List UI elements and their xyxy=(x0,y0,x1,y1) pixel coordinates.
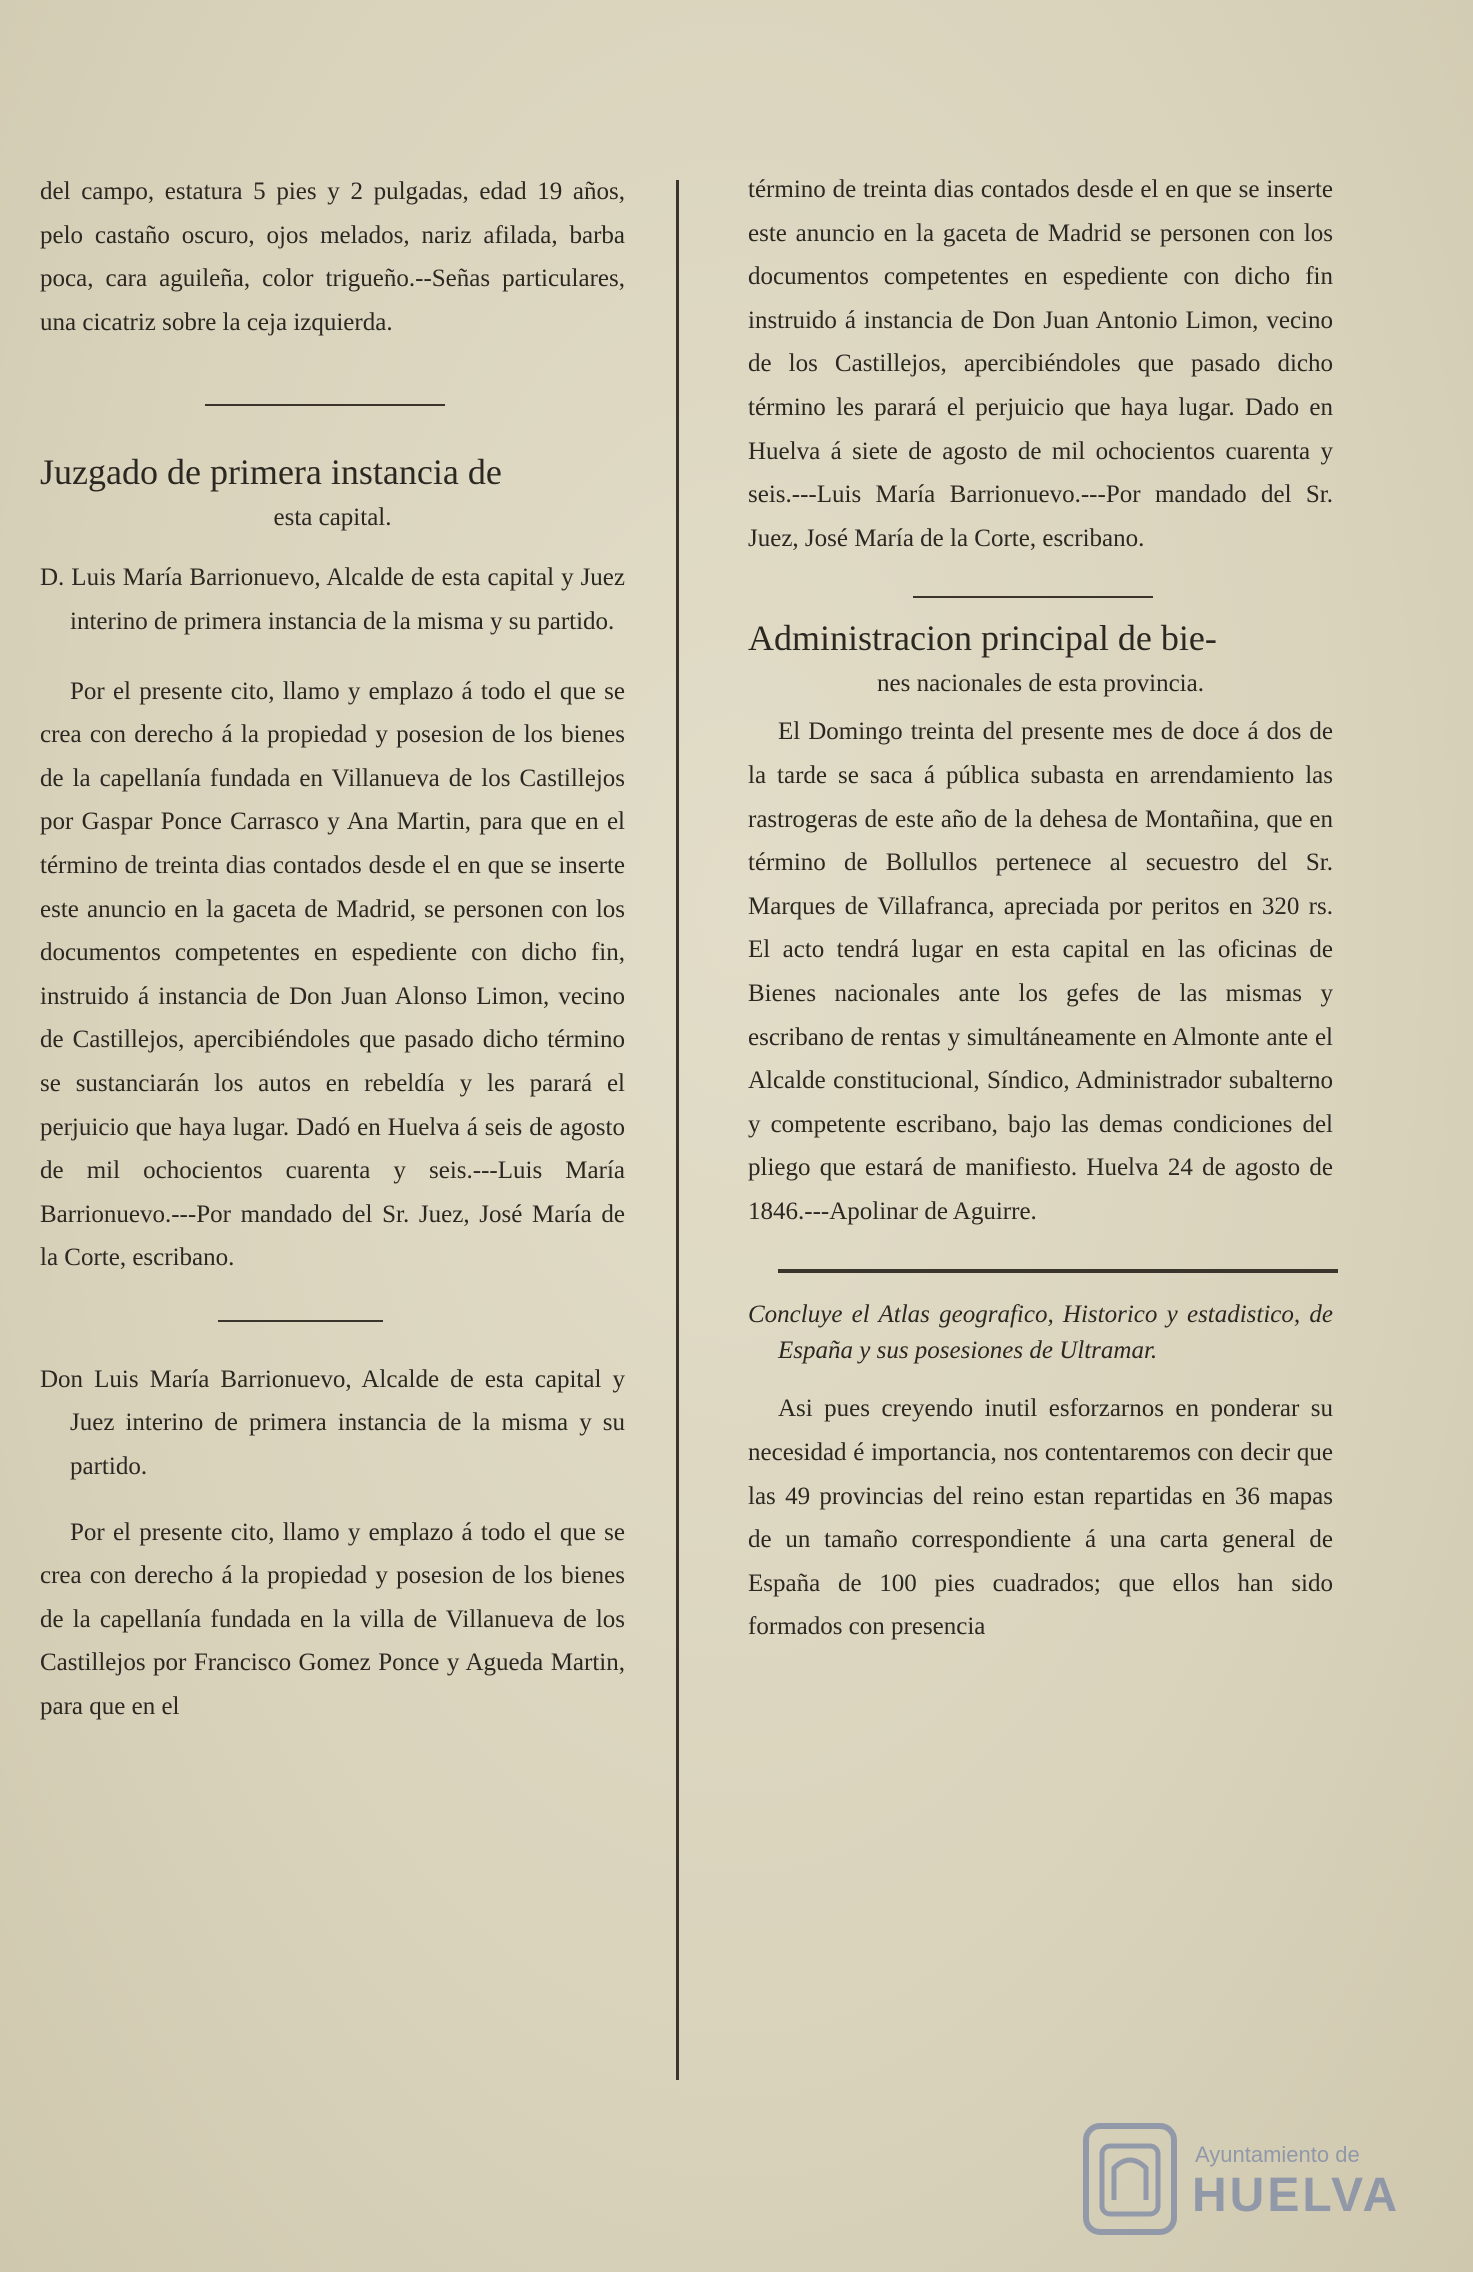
right-column xyxy=(748,168,1333,1649)
auction-paragraph: El Domingo treinta del presente mes de doce á dos de la tarde se saca á pública subasta en arrendamiento las rastrogeras de este año de la dehesa de Montañina, que en término de Bollullos pertenece al secuestro del Sr. Marques de Villafranca, apreciada por peritos en 320 rs. El acto tendrá lugar en esta capital en las oficinas de Bienes nacionales ante los gefes de las mismas y escribano de rentas y simultáneamente en Almonte ante el Alcalde constitucional, Síndico, Administrador subalterno y competente escribano, bajo las demas condiciones del pliego que estará de manifiesto. Huelva 24 de agosto de 1846.---Apolinar de Aguirre. xyxy=(748,718,1333,1225)
second-court-section xyxy=(40,1358,625,1729)
description-paragraph: del campo, estatura 5 pies y 2 pulgadas, edad 19 años, pelo castaño oscuro, ojos melados, nariz afilada, barba poca, cara aguileña, color trigueño.--Señas particulares, una cicatriz sobre la ceja izquierda. xyxy=(40,178,625,336)
watermark-line2: HUELVA xyxy=(1192,2169,1401,2222)
atlas-heading: Concluye el Atlas geografico, Historico y estadistico, de España y sus posesiones de Ultramar. xyxy=(748,1301,1333,1365)
judge-title: D. Luis María Barrionuevo, Alcalde de esta capital y Juez interino de primera instancia de la misma y su partido. xyxy=(40,564,625,635)
court-section xyxy=(40,446,625,1280)
watermark-line1: Ayuntamiento de xyxy=(1195,2142,1360,2167)
judge-title: Don Luis María Barrionuevo, Alcalde de esta capital y Juez interino de primera instancia de la misma y su partido. xyxy=(40,1365,625,1481)
section-heading-continuation: nes nacionales de esta provincia. xyxy=(877,670,1204,698)
section-separator xyxy=(205,404,445,406)
column-divider xyxy=(676,180,679,2080)
watermark-logo xyxy=(1080,2120,1410,2240)
atlas-paragraph: Asi pues creyendo inutil esforzarnos en ponderar su necesidad é importancia, nos contentaremos con decir que las 49 provincias del reino estan repartidas en 36 mapas de un tamaño correspondiente á una carta general de España de 100 pies cuadrados; que ellos han sido formados con presencia xyxy=(748,1395,1333,1641)
section-separator xyxy=(778,1269,1338,1273)
city-seal-icon xyxy=(1080,2120,1180,2238)
summons-paragraph: Por el presente cito, llamo y emplazo á todo el que se crea con derecho á la propiedad y posesion de los bienes de la capellanía fundada en Villanueva de los Castillejos por Gaspar Ponce Carrasco y Ana Martin, para que en el término de treinta dias contados desde el en que se inserte este anuncio en la gaceta de Madrid, se personen con los documentos competentes en espediente con dicho fin, instruido á instancia de Don Juan Alonso Limon, vecino de Castillejos, apercibiéndoles que pasado dicho término se sustanciarán los autos en rebeldía y les parará el perjuicio que haya lugar. Dadó en Huelva á seis de agosto de mil ochocientos cuarenta y seis.---Luis María Barrionuevo.---Por mandado del Sr. Juez, José María de la Corte, escribano. xyxy=(40,677,625,1272)
section-heading-continuation: esta capital. xyxy=(273,504,392,532)
administration-section xyxy=(748,612,1333,1233)
section-heading: Juzgado de primera instancia de xyxy=(40,452,502,493)
section-separator xyxy=(913,596,1153,598)
summons-paragraph: Por el presente cito, llamo y emplazo á todo el que se crea con derecho á la propiedad y posesion de los bienes de la capellanía fundada en la villa de Villanueva de los Castillejos por Francisco Gomez Ponce y Agueda Martin, para que en el xyxy=(40,1518,625,1721)
left-column xyxy=(40,170,625,1729)
section-heading: Administracion principal de bie- xyxy=(748,618,1217,659)
summons-continuation: término de treinta dias contados desde el en que se inserte este anuncio en la gaceta de Madrid se personen con los documentos competentes en espediente con dicho fin instruido á instancia de Don Juan Antonio Limon, vecino de los Castillejos, apercibiéndoles que pasado dicho término les parará el perjuicio que haya lugar. Dado en Huelva á siete de agosto de mil ochocientos cuarenta y seis.---Luis María Barrionuevo.---Por mandado del Sr. Juez, José María de la Corte, escribano. xyxy=(748,176,1333,552)
section-separator xyxy=(218,1320,383,1322)
atlas-section xyxy=(748,1297,1333,1649)
